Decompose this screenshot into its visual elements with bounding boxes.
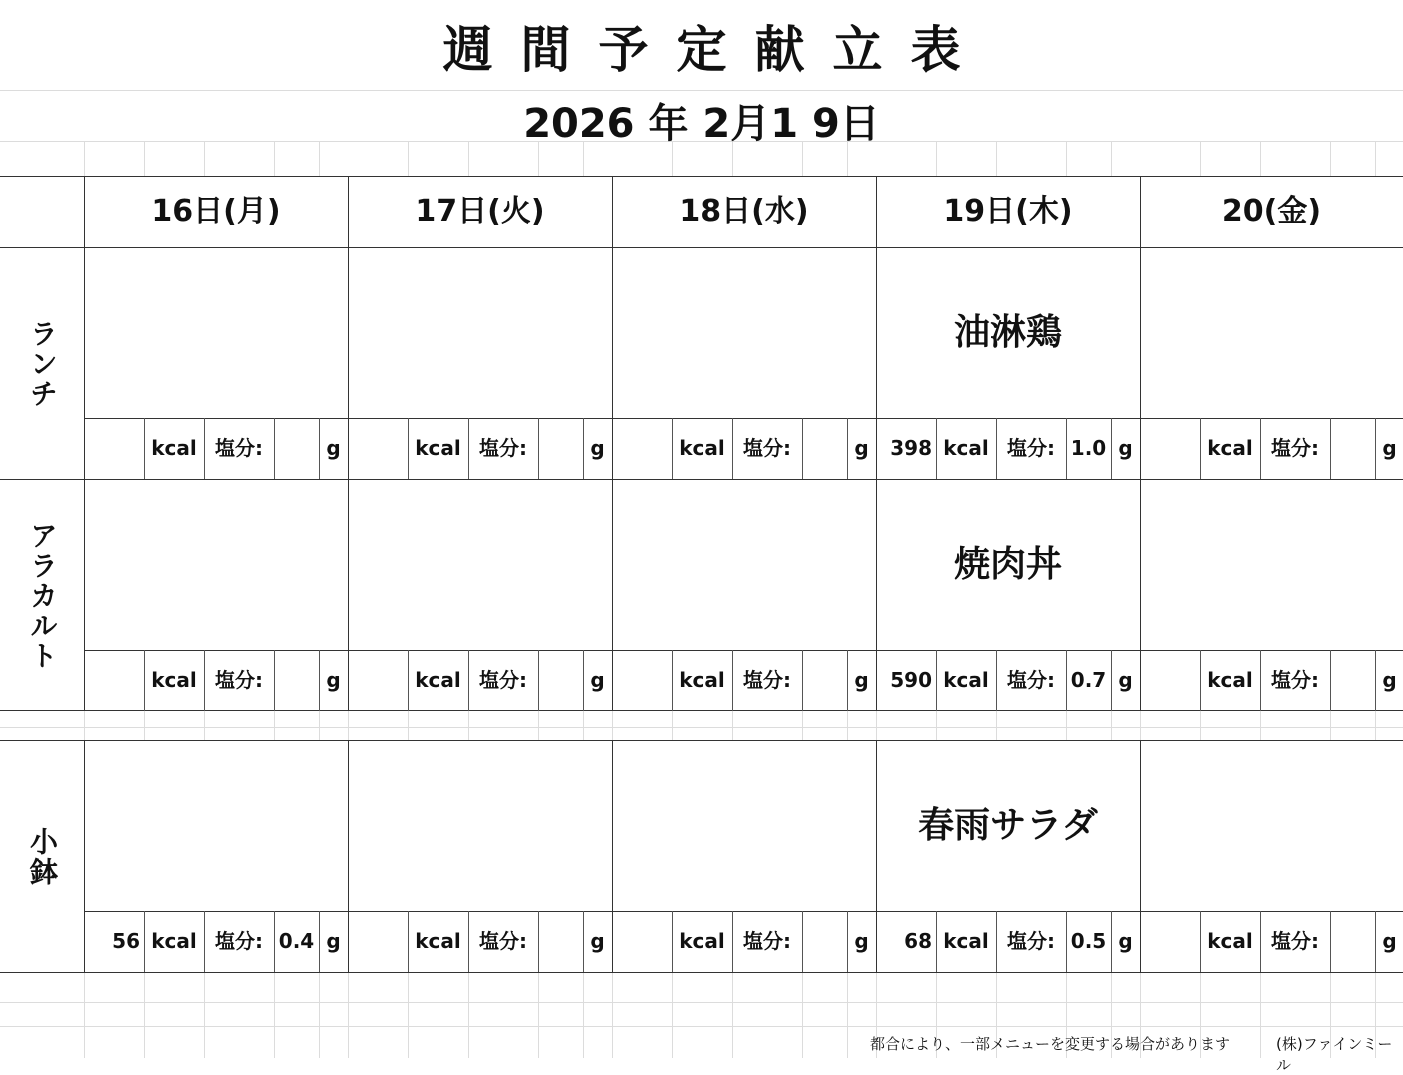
dish-name: 油淋鶏 [953, 312, 1062, 353]
salt-label: 塩分: [1271, 668, 1319, 692]
kcal-unit: kcal [1207, 668, 1253, 692]
salt-value [802, 911, 847, 971]
dish-name [612, 741, 876, 911]
gram-unit: g [1118, 436, 1133, 460]
kcal-value [1140, 911, 1200, 971]
salt-label: 塩分: [743, 929, 791, 953]
gram-unit: g [854, 436, 869, 460]
salt-value: 0.4 [278, 929, 315, 953]
salt-value [538, 650, 583, 710]
kcal-value [612, 911, 672, 971]
gram-unit: g [854, 929, 869, 953]
day-header-19: 19日(木) [943, 194, 1073, 229]
dish-name [1140, 741, 1403, 911]
salt-label: 塩分: [1007, 436, 1055, 460]
kcal-value: 56 [112, 929, 140, 953]
page-title: 週間予定献立表 [442, 21, 989, 79]
salt-label: 塩分: [479, 929, 527, 953]
salt-value [538, 418, 583, 478]
kcal-unit: kcal [415, 668, 461, 692]
gram-unit: g [326, 929, 341, 953]
day-header-20: 20(金) [1221, 194, 1322, 229]
salt-value: 0.7 [1070, 668, 1107, 692]
salt-label: 塩分: [743, 668, 791, 692]
kcal-value [84, 650, 144, 710]
kcal-unit: kcal [415, 929, 461, 953]
gram-unit: g [1118, 929, 1133, 953]
row-label-lunch: ランチ [26, 318, 59, 409]
gram-unit: g [590, 929, 605, 953]
day-header-18: 18日(水) [679, 194, 809, 229]
salt-label: 塩分: [1007, 929, 1055, 953]
salt-label: 塩分: [1271, 436, 1319, 460]
dish-name [612, 480, 876, 650]
dish-name: 春雨サラダ [918, 805, 1098, 846]
gram-unit: g [1382, 668, 1397, 692]
footer-company: (株)ファインミール [1276, 1035, 1393, 1074]
kcal-value [612, 418, 672, 478]
kcal-unit: kcal [1207, 436, 1253, 460]
kcal-unit: kcal [151, 929, 197, 953]
day-header-16: 16日(月) [151, 194, 281, 229]
dish-name [348, 248, 612, 418]
salt-value [274, 418, 319, 478]
kcal-value: 398 [890, 436, 932, 460]
kcal-value [612, 650, 672, 710]
salt-label: 塩分: [479, 668, 527, 692]
row-label-kobachi: 小鉢 [26, 826, 59, 887]
kcal-unit: kcal [679, 668, 725, 692]
dish-name [348, 741, 612, 911]
salt-label: 塩分: [1271, 929, 1319, 953]
dish-name: 焼肉丼 [953, 544, 1062, 585]
gram-unit: g [1118, 668, 1133, 692]
kcal-unit: kcal [1207, 929, 1253, 953]
salt-value [802, 418, 847, 478]
gram-unit: g [326, 668, 341, 692]
kcal-unit: kcal [943, 436, 989, 460]
kcal-value: 590 [890, 668, 932, 692]
kcal-value: 68 [904, 929, 932, 953]
kcal-value [348, 650, 408, 710]
salt-label: 塩分: [215, 668, 263, 692]
day-header-17: 17日(火) [415, 194, 545, 229]
dish-name [612, 248, 876, 418]
gram-unit: g [590, 436, 605, 460]
kcal-unit: kcal [679, 929, 725, 953]
salt-value [274, 650, 319, 710]
gram-unit: g [590, 668, 605, 692]
kcal-value [1140, 650, 1200, 710]
dish-name [84, 480, 348, 650]
kcal-unit: kcal [679, 436, 725, 460]
salt-value: 0.5 [1070, 929, 1107, 953]
salt-value [538, 911, 583, 971]
dish-name [348, 480, 612, 650]
gram-unit: g [1382, 436, 1397, 460]
salt-value [1330, 911, 1375, 971]
salt-label: 塩分: [215, 436, 263, 460]
footer-note: 都合により、一部メニューを変更する場合があります [870, 1035, 1231, 1053]
kcal-unit: kcal [151, 436, 197, 460]
gram-unit: g [1382, 929, 1397, 953]
gram-unit: g [854, 668, 869, 692]
gram-unit: g [326, 436, 341, 460]
row-label-alacarte: アラカルト [26, 520, 59, 671]
kcal-unit: kcal [943, 929, 989, 953]
salt-value [1330, 650, 1375, 710]
salt-value [802, 650, 847, 710]
kcal-unit: kcal [943, 668, 989, 692]
dish-name [84, 741, 348, 911]
salt-value: 1.0 [1070, 436, 1107, 460]
kcal-unit: kcal [151, 668, 197, 692]
salt-label: 塩分: [215, 929, 263, 953]
salt-label: 塩分: [743, 436, 791, 460]
kcal-value [348, 418, 408, 478]
dish-name [84, 248, 348, 418]
dish-name [1140, 480, 1403, 650]
kcal-value [84, 418, 144, 478]
week-date: 2026 年 2月1 9日 [523, 101, 880, 147]
salt-label: 塩分: [479, 436, 527, 460]
kcal-value [348, 911, 408, 971]
salt-value [1330, 418, 1375, 478]
kcal-value [1140, 418, 1200, 478]
dish-name [1140, 248, 1403, 418]
salt-label: 塩分: [1007, 668, 1055, 692]
kcal-unit: kcal [415, 436, 461, 460]
